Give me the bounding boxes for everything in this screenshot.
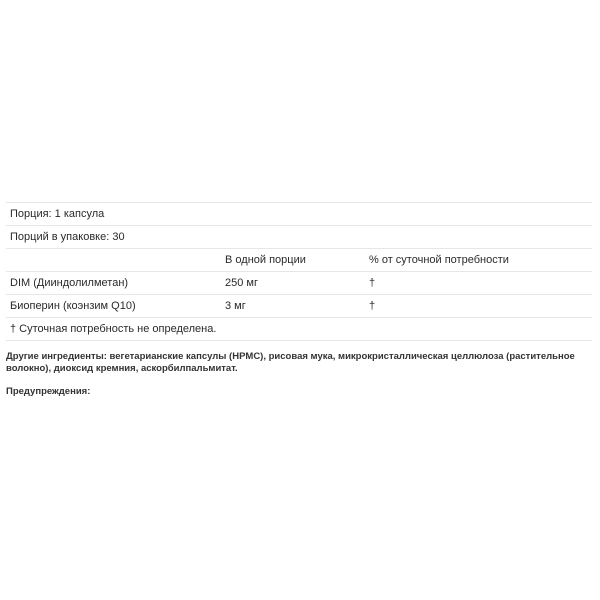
footnote-row — [6, 318, 592, 341]
daily-value-footnote: † Суточная потребность не определена. — [6, 318, 592, 341]
warnings-label: Предупреждения: — [6, 386, 91, 397]
supplement-facts-table — [6, 202, 592, 341]
ingredient-name: Биоперин (коэнзим Q10) — [6, 295, 221, 318]
servings-per-container-row — [6, 226, 592, 249]
ingredient-name: DIM (Дииндолилметан) — [6, 272, 221, 295]
ingredient-daily-value: † — [365, 272, 592, 295]
header-name — [6, 249, 221, 272]
serving-size: Порция: 1 капсула — [6, 203, 592, 226]
table-row — [6, 272, 592, 295]
table-row — [6, 295, 592, 318]
serving-size-row — [6, 203, 592, 226]
ingredient-daily-value: † — [365, 295, 592, 318]
ingredient-amount: 250 мг — [221, 272, 365, 295]
other-ingredients: Другие ингредиенты: вегетарианские капсулы (HPMC), рисовая мука, микрокристаллическая целлюлоза (растительное волокно), диоксид кремния, аскорбилпальмитат. — [6, 351, 575, 374]
header-amount: В одной порции — [221, 249, 365, 272]
table-header-row — [6, 249, 592, 272]
ingredient-amount: 3 мг — [221, 295, 365, 318]
header-daily-value: % от суточной потребности — [365, 249, 592, 272]
servings-per-container: Порций в упаковке: 30 — [6, 226, 592, 249]
